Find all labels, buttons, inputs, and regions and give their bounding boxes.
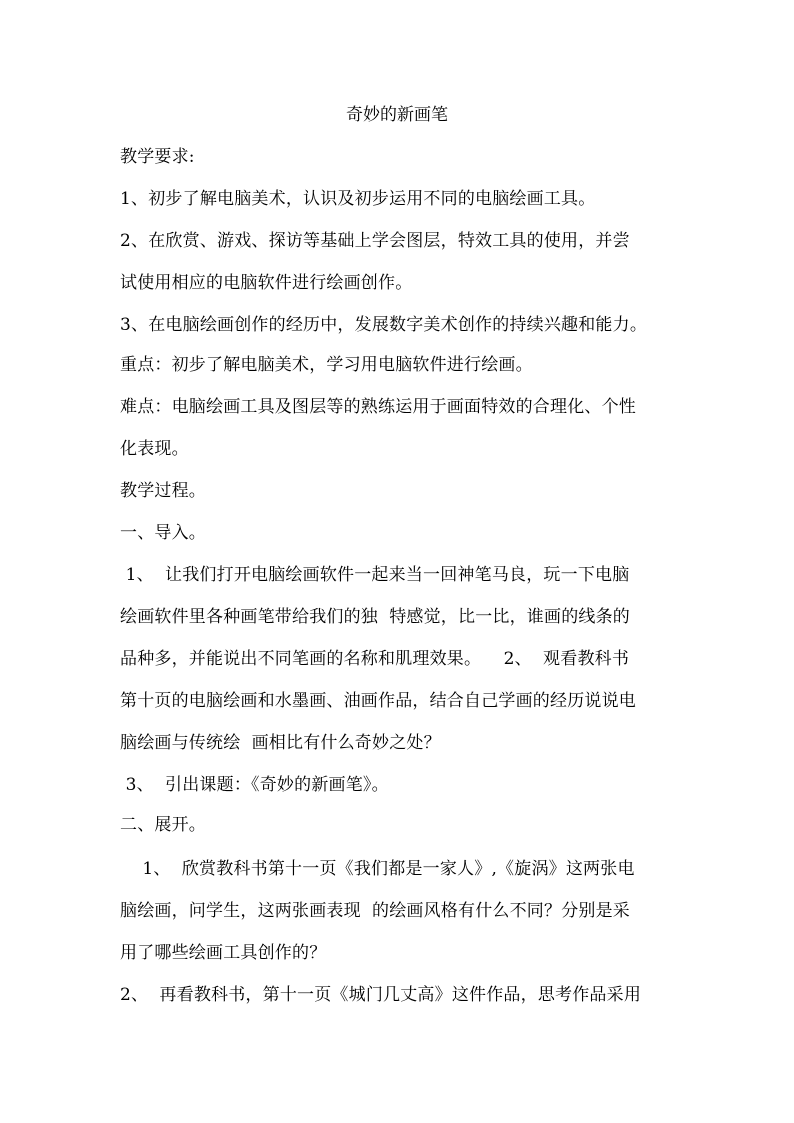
text-line: 重点：初步了解电脑美术，学习用电脑软件进行绘画。 bbox=[120, 355, 533, 375]
text-line: 1、初步了解电脑美术，认识及初步运用不同的电脑绘画工具。 bbox=[120, 189, 596, 209]
text-line: 第十页的电脑绘画和水墨画、油画作品，结合自己学画的经历说说电 bbox=[120, 691, 636, 711]
text-line: 一、导入。 bbox=[120, 523, 206, 543]
text-line: 难点：电脑绘画工具及图层等的熟练运用于画面特效的合理化、个性 bbox=[120, 397, 636, 417]
text-line: 化表现。 bbox=[120, 439, 189, 459]
text-line: 绘画软件里各种画笔带给我们的独 特感觉，比一比，谁画的线条的 bbox=[120, 607, 631, 627]
text-line: 品种多，并能说出不同笔画的名称和肌理效果。 2、 观看教科书 bbox=[120, 649, 630, 669]
text-line: 2、 再看教科书，第十一页《城门几丈高》这件作品，思考作品采用 bbox=[120, 985, 642, 1005]
text-line: 教学过程。 bbox=[120, 481, 206, 501]
text-line: 试使用相应的电脑软件进行绘画创作。 bbox=[120, 273, 413, 293]
text-line: 2、在欣赏、游戏、探访等基础上学会图层，特效工具的使用，并尝 bbox=[120, 231, 630, 251]
text-line: 二、展开。 bbox=[120, 815, 206, 835]
document-title: 奇妙的新画笔 bbox=[346, 105, 448, 125]
text-line: 3、在电脑绘画创作的经历中，发展数字美术创作的持续兴趣和能力。 bbox=[120, 315, 648, 335]
text-line: 用了哪些绘画工具创作的？ bbox=[120, 943, 327, 963]
text-line: 教学要求: bbox=[120, 147, 195, 167]
text-line: 1、 让我们打开电脑绘画软件一起来当一回神笔马良，玩一下电脑 bbox=[120, 565, 630, 585]
text-line: 1、 欣赏教科书第十一页《我们都是一家人》,《旋涡》这两张电 bbox=[120, 859, 635, 879]
text-line: 3、 引出课题：《奇妙的新画笔》。 bbox=[120, 775, 389, 795]
text-line: 脑绘画与传统绘 画相比有什么奇妙之处？ bbox=[120, 733, 441, 753]
text-line: 脑绘画，问学生，这两张画表现 的绘画风格有什么不同？分别是采 bbox=[120, 901, 631, 921]
